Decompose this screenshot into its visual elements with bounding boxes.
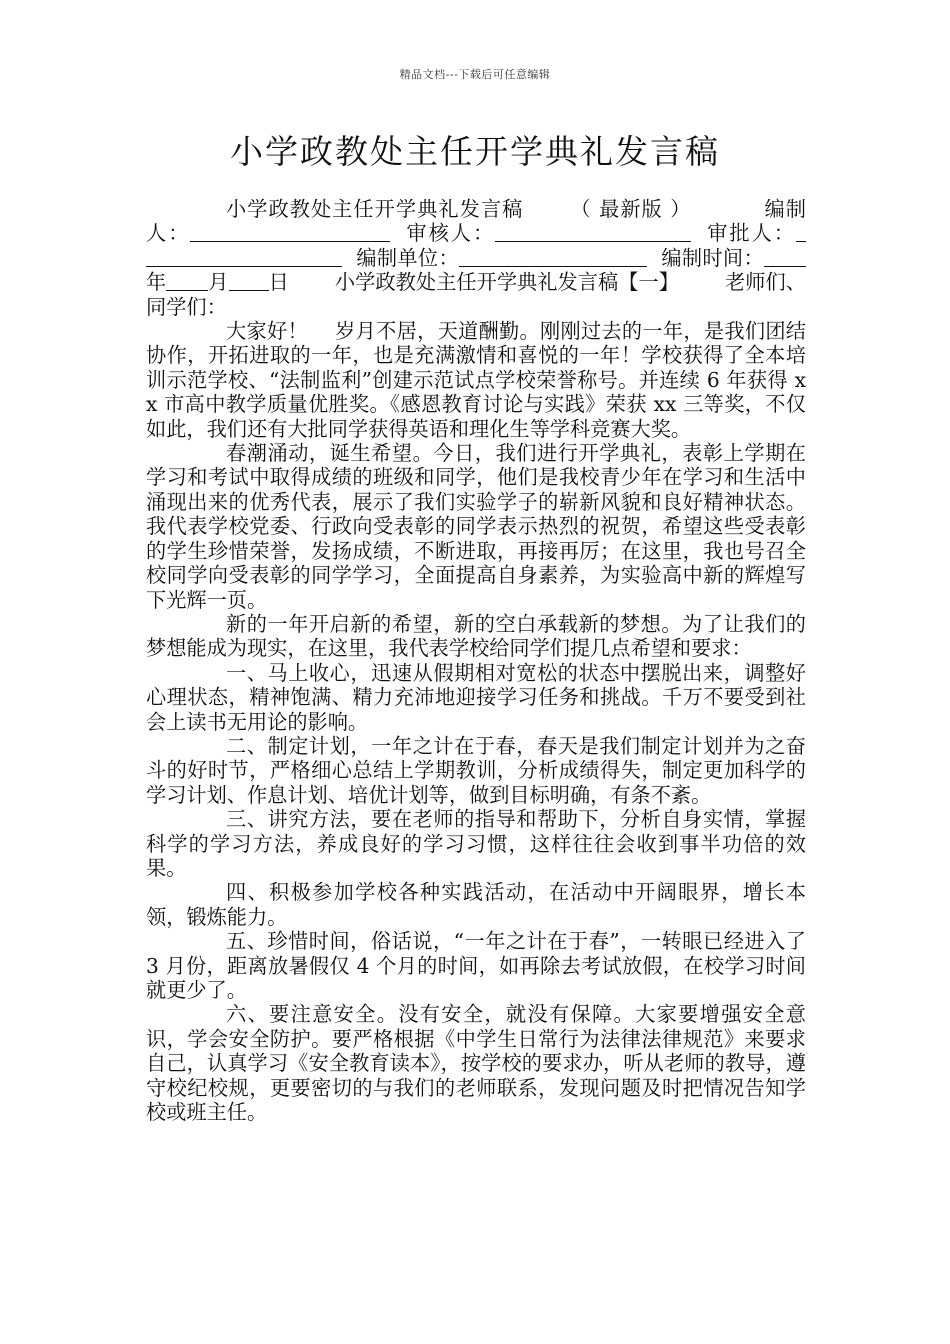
meta-approver-label: 审批人： [705, 221, 796, 246]
approver-blank [796, 223, 806, 242]
meta-day: 日 [268, 270, 289, 295]
paragraph: 春潮涌动，诞生希望。今日，我们进行开学典礼，表彰上学期在学习和考试中取得成绩的班级和同学，他们是我校青少年在学习和生活中涌现出来的优秀代表，展示了我们实验学子的崭新风貌和良好精神状态。我代表学校党委、行政向受表彰的同学表示热烈的祝贺，希望这些受表彰的学生珍惜荣誉，发扬成绩，不断进取，再接再厉；在这里，我也号召全校同学向受表彰的同学学习，全面提高自身素养，为实验高中新的辉煌写下光辉一页。 [146, 441, 806, 612]
meta-block [146, 197, 806, 319]
unit-blank [459, 248, 647, 267]
meta-time-label: 编制时间： [661, 245, 764, 270]
time-blank [764, 248, 780, 267]
meta-year: 年 [146, 270, 167, 295]
greeting: 老师们、同学们： [146, 270, 806, 319]
section-heading: 小学政教处主任开学典礼发言稿【一】 [334, 270, 679, 295]
paragraph: 新的一年开启新的希望，新的空白承载新的梦想。为了让我们的梦想能成为现实，在这里，我代表学校给同学们提几点希望和要求： [146, 611, 806, 661]
document-title: 小学政教处主任开学典礼发言稿 [230, 132, 720, 171]
meta-unit-label: 编制单位： [356, 245, 459, 270]
paragraph: 三、讲究方法，要在老师的指导和帮助下，分析自身实情，掌握科学的学习方法，养成良好的学习习惯，这样往往会收到事半功倍的效果。 [146, 807, 806, 880]
paragraph: 五、珍惜时间，俗话说，“一年之计在于春”，一转眼已经进入了 3 月份，距离放暑假仅 4 个月的时间，如再除去考试放假，在校学习时间就更少了。 [146, 929, 806, 1002]
paragraph: 六、要注意安全。没有安全，就没有保障。大家要增强安全意识，学会安全防护。要严格根据《中学生日常行为法律法律规范》来要求自己，认真学习《安全教育读本》，按学校的要求办，听从老师的教导，遵守校纪校规，更要密切的与我们的老师联系，发现问题及时把情况告知学校或班主任。 [146, 1002, 806, 1125]
day-blank [229, 272, 269, 291]
editor-blank [190, 223, 390, 242]
paragraph: 二、制定计划，一年之计在于春，春天是我们制定计划并为之奋斗的好时节，严格细心总结上学期教训，分析成绩得失，制定更加科学的学习计划、作息计划、培优计划等，做到目标明确，有条不紊。 [146, 733, 806, 807]
reviewer-blank [495, 223, 691, 242]
approver-blank-cont [146, 248, 342, 267]
meta-reviewer-label: 审核人： [404, 221, 496, 246]
paragraph: 四、积极参加学校各种实践活动，在活动中开阔眼界，增长本领，锻炼能力。 [146, 880, 806, 929]
paragraph: 大家好！ 岁月不居，天道酬勤。刚刚过去的一年，是我们团结协作，开拓进取的一年，也是充满激情和喜悦的一年！学校获得了全本培训示范学校、“法制监利”创建示范试点学校荣誉称号。并连续 6 年获得 xx 市高中教学质量优胜奖。《感恩教育讨论与实践》荣获 xx 三等奖，不仅如此，我们还有大批同学获得英语和理化生等学科竞赛大奖。 [146, 319, 806, 441]
meta-version: （ 最新版 ） [569, 197, 692, 221]
document-body [146, 197, 806, 1124]
meta-doc-name: 小学政教处主任开学典礼发言稿 [226, 197, 524, 221]
month-blank [166, 272, 208, 291]
header-note: 精品文档---下载后可任意编辑 [399, 68, 551, 81]
meta-editor-label: 编制人： [146, 197, 806, 246]
meta-month: 月 [208, 270, 229, 295]
year-blank [780, 248, 806, 267]
paragraph: 一、马上收心，迅速从假期相对宽松的状态中摆脱出来，调整好心理状态，精神饱满、精力充沛地迎接学习任务和挑战。千万不要受到社会上读书无用论的影响。 [146, 660, 806, 734]
